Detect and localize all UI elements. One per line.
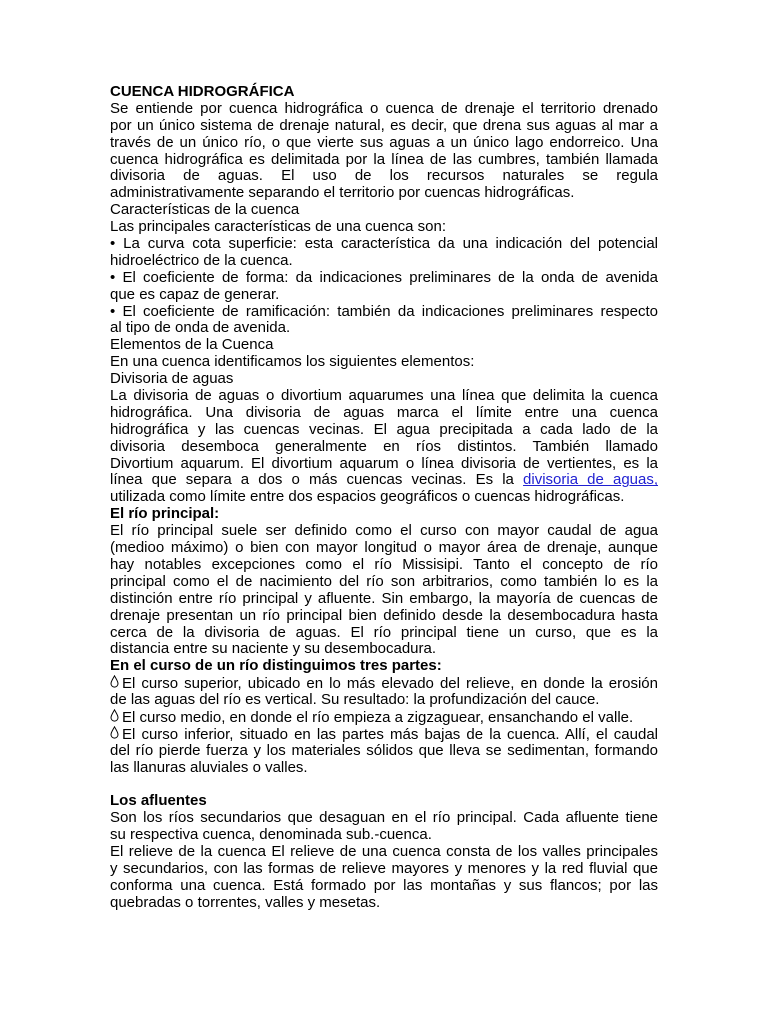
text-line bbox=[110, 101, 658, 118]
text-line bbox=[110, 168, 658, 185]
line-text: Características de la cuenca bbox=[110, 201, 300, 219]
line-text: Divisoria de aguas bbox=[110, 370, 234, 388]
line-text: En el curso de un río distinguimos tres partes: bbox=[110, 657, 442, 675]
line-text: En una cuenca identificamos los siguientes elementos: bbox=[110, 353, 475, 371]
text-line bbox=[110, 692, 658, 709]
line-text: drenaje presentan un río principal bien definido desde la desembocadura hasta bbox=[110, 606, 658, 624]
line-text: El curso superior, ubicado en lo más elevado del relieve, en donde la erosión bbox=[122, 675, 658, 693]
line-text: divisoria de aguas. El uso de los recursos naturales se regula bbox=[110, 167, 658, 185]
line-text: La divisoria de aguas o divortium aquarumes una línea que delimita la cuenca bbox=[110, 387, 658, 405]
line-text: hidrográfica. Una divisoria de aguas marca el límite entre una cuenca bbox=[110, 403, 658, 421]
line-text: El curso medio, en donde el río empieza a zigzaguear, ensanchando el valle. bbox=[122, 708, 634, 726]
text-line bbox=[110, 861, 658, 878]
line-text: su respectiva cuenca, denominada sub.-cuenca. bbox=[110, 826, 432, 844]
text-line bbox=[110, 726, 658, 743]
text-line bbox=[110, 202, 658, 219]
text-line bbox=[110, 709, 658, 726]
section-heading bbox=[110, 506, 658, 523]
text-line bbox=[110, 743, 658, 760]
line-text: del río pierde fuerza y los materiales sólidos que lleva se sedimentan, formando bbox=[110, 741, 658, 759]
text-line bbox=[110, 895, 658, 912]
line-text: al tipo de onda de avenida. bbox=[110, 319, 291, 337]
line-text: distancia entre su naciente y su desembocadura. bbox=[110, 640, 437, 658]
line-text: Son los ríos secundarios que desaguan en el río principal. Cada afluente tiene bbox=[110, 809, 658, 827]
text-line bbox=[110, 219, 658, 236]
line-text: El río principal suele ser definido como el curso con mayor caudal de agua bbox=[110, 522, 658, 540]
document-body bbox=[110, 84, 658, 912]
divisoria-de-aguas-link[interactable]: divisoria de aguas, bbox=[523, 471, 659, 489]
line-text: Divortium aquarum. El divortium aquarum o línea divisoria de vertientes, es la bbox=[110, 454, 658, 472]
text-line bbox=[110, 574, 658, 591]
text-line bbox=[110, 557, 658, 574]
text-line bbox=[110, 405, 658, 422]
line-text: Se entiende por cuenca hidrográfica o cuenca de drenaje el territorio drenado bbox=[110, 99, 658, 117]
line-text: de las aguas del río es vertical. Su resultado: la profundización del cauce. bbox=[110, 691, 600, 709]
text-line bbox=[110, 523, 658, 540]
text-line bbox=[110, 489, 658, 506]
line-text: CUENCA HIDROGRÁFICA bbox=[110, 83, 295, 100]
line-text: divisoria desemboca generalmente en ríos distintos. También llamado bbox=[110, 437, 658, 455]
line-text: principal como el de nacimiento del río son arbitrarios, como también lo es la bbox=[110, 572, 658, 590]
line-text: utilizada como límite entre dos espacios geográficos o cuencas hidrográficas. bbox=[110, 488, 625, 506]
line-text: Las principales características de una cuenca son: bbox=[110, 218, 447, 236]
text-line bbox=[110, 456, 658, 473]
text-line bbox=[110, 844, 658, 861]
water-drop-icon bbox=[110, 709, 119, 727]
text-line bbox=[110, 422, 658, 439]
text-line bbox=[110, 827, 658, 844]
text-line bbox=[110, 270, 658, 287]
line-text: El curso inferior, situado en las partes más bajas de la cuenca. Allí, el caudal bbox=[122, 725, 658, 743]
line-text: hidroeléctrico de la cuenca. bbox=[110, 251, 293, 269]
line-text: distinción entre río principal y afluente. Sin embargo, la mayoría de cuencas de bbox=[110, 589, 658, 607]
text-line bbox=[110, 236, 658, 253]
text-line bbox=[110, 337, 658, 354]
section-heading bbox=[110, 793, 658, 810]
text-line bbox=[110, 760, 658, 777]
section-heading bbox=[110, 658, 658, 675]
text-line bbox=[110, 185, 658, 202]
line-text: El relieve de la cuenca El relieve de una cuenca consta de los valles principales bbox=[110, 843, 658, 861]
line-text: que es capaz de generar. bbox=[110, 285, 280, 303]
line-text: las llanuras aluviales o valles. bbox=[110, 758, 308, 776]
line-text: • La curva cota superficie: esta característica da una indicación del potencial bbox=[110, 235, 658, 253]
text-line bbox=[110, 388, 658, 405]
text-line bbox=[110, 320, 658, 337]
text-line bbox=[110, 810, 658, 827]
line-text: hay notables excepciones como el río Missisipi. Tanto el concepto de río bbox=[110, 555, 658, 573]
line-text: quebradas o torrentes, valles y mesetas. bbox=[110, 893, 381, 911]
line-text: línea que separa a dos o más cuencas vecinas. Es la bbox=[110, 471, 514, 489]
line-text: Los afluentes bbox=[110, 792, 207, 810]
line-text: El río principal: bbox=[110, 505, 220, 523]
text-line bbox=[110, 371, 658, 388]
line-text: través de un único río, o que vierte sus aguas a un único lago endorreico. Una bbox=[110, 133, 658, 151]
text-line bbox=[110, 439, 658, 456]
line-text: cerca de la divisoria de aguas. El río principal tiene un curso, que es la bbox=[110, 623, 658, 641]
line-text: • El coeficiente de ramificación: también da indicaciones preliminares respecto bbox=[110, 302, 658, 320]
blank-line bbox=[110, 777, 658, 794]
line-text: por un único sistema de drenaje natural, es decir, que drena sus aguas al mar a bbox=[110, 116, 658, 134]
text-line bbox=[110, 878, 658, 895]
text-line bbox=[110, 135, 658, 152]
text-line bbox=[110, 253, 658, 270]
line-text: hidrográfica y las cuencas vecinas. El agua precipitada a cada lado de la bbox=[110, 420, 658, 438]
text-line bbox=[110, 304, 658, 321]
text-line bbox=[110, 608, 658, 625]
line-text: y secundarios, con las formas de relieve mayores y menores y la red fluvial que bbox=[110, 859, 658, 877]
line-text: conforma una cuenca. Está formado por las montañas y sus flancos; por las bbox=[110, 876, 658, 894]
text-line bbox=[110, 472, 658, 489]
text-line bbox=[110, 354, 658, 371]
text-line bbox=[110, 641, 658, 658]
text-line bbox=[110, 675, 658, 692]
text-line bbox=[110, 625, 658, 642]
line-text: • El coeficiente de forma: da indicaciones preliminares de la onda de avenida bbox=[110, 268, 658, 286]
line-text: Elementos de la Cuenca bbox=[110, 336, 274, 354]
line-text: (medioo máximo) o bien con mayor longitud o mayor área de drenaje, aunque bbox=[110, 539, 658, 557]
text-line bbox=[110, 118, 658, 135]
line-text: administrativamente separando el territorio por cuencas hidrográficas. bbox=[110, 184, 575, 202]
text-line bbox=[110, 152, 658, 169]
text-line bbox=[110, 591, 658, 608]
line-text: cuenca hidrográfica es delimitada por la línea de las cumbres, también llamada bbox=[110, 150, 658, 168]
section-heading bbox=[110, 84, 658, 101]
text-line bbox=[110, 287, 658, 304]
text-line bbox=[110, 540, 658, 557]
